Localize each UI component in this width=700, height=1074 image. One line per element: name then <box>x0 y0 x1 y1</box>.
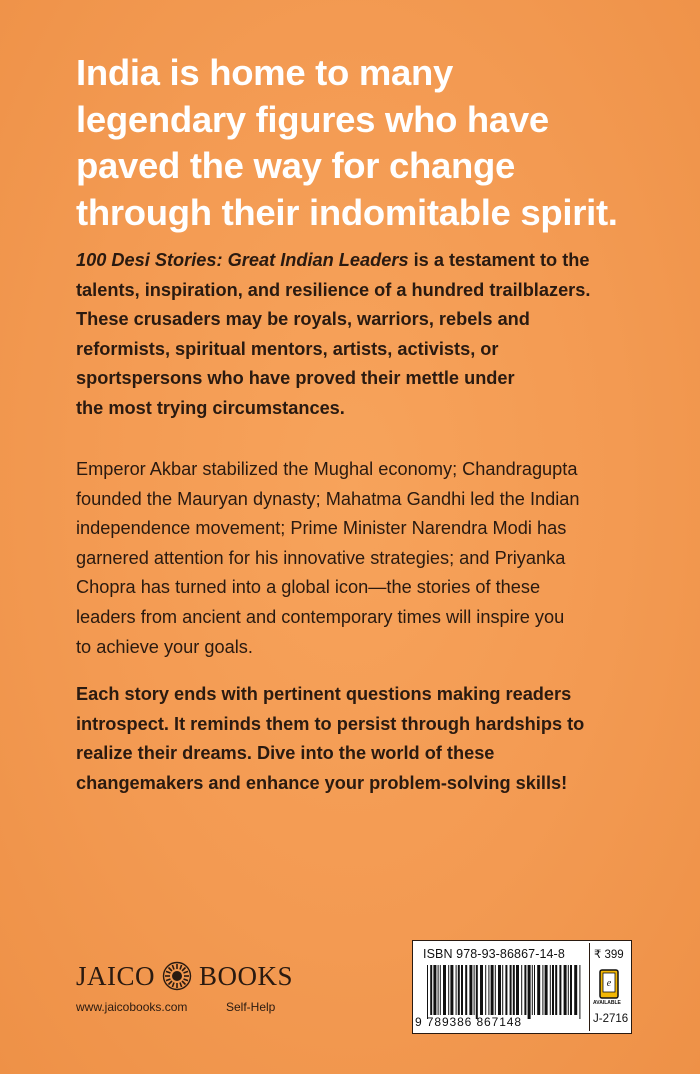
barcode-bar <box>524 965 526 1015</box>
blurb-line <box>76 246 676 276</box>
barcode-bar <box>568 965 569 1015</box>
barcode-bar <box>521 965 522 1015</box>
barcode-bar <box>465 965 467 1015</box>
price-column <box>589 943 630 1031</box>
blurb-line: sportspersons who have proved their mettle under <box>76 368 515 389</box>
book-category: Self-Help <box>226 1000 276 1014</box>
barcode-bar <box>564 965 567 1015</box>
publisher-name-left: JAICO <box>76 960 156 991</box>
headline-line: paved the way for change <box>76 145 516 186</box>
barcode-bar <box>438 965 439 1015</box>
closing-line: changemakers and enhance your problem-solving skills! <box>76 772 568 793</box>
barcode-bar <box>505 965 507 1015</box>
book-title: 100 Desi Stories: Great Indian Leaders <box>76 250 409 270</box>
barcode-bar <box>458 965 460 1015</box>
publisher-logo <box>76 958 336 994</box>
closing-line: Each story ends with pertinent questions making readers <box>76 684 572 704</box>
blurb-line: These crusaders may be royals, warriors, rebels and <box>76 309 530 330</box>
barcode-bar <box>555 965 557 1015</box>
body-line: Emperor Akbar stabilized the Mughal economy; Chandragupta <box>76 459 578 479</box>
ebook-available-icon <box>599 969 619 999</box>
barcode-bar <box>528 965 531 1019</box>
closing-line: introspect. It reminds them to persist through hardships to <box>76 713 585 734</box>
closing-bold-paragraph <box>76 680 676 798</box>
blurb-line: talents, inspiration, and resilience of a hundred trailblazers. <box>76 279 591 300</box>
barcode-bar <box>574 965 577 1015</box>
barcode-bar <box>491 965 494 1015</box>
price-label: ₹ 399 <box>594 949 624 961</box>
sun-emblem-icon <box>162 961 192 991</box>
headline-line: India is home to many <box>76 52 454 93</box>
publisher-block <box>76 958 336 1014</box>
barcode-digits: 9 789386 867148 <box>415 1015 522 1029</box>
body-line: to achieve your goals. <box>76 636 253 657</box>
barcode-panel <box>412 940 632 1034</box>
blurb-line: reformists, spiritual mentors, artists, activists, or <box>76 338 499 359</box>
body-line: independence movement; Prime Minister Narendra Modi has <box>76 518 567 539</box>
barcode-bar <box>537 965 540 1015</box>
publisher-name-right: BOOKS <box>199 960 294 991</box>
body-line: Chopra has turned into a global icon—the stories of these <box>76 577 541 598</box>
headline <box>76 50 676 236</box>
body-line: leaders from ancient and contemporary times will inspire you <box>76 606 565 627</box>
barcode-bar <box>552 965 554 1015</box>
barcode-bar <box>534 965 535 1015</box>
barcode-bar <box>510 965 512 1015</box>
barcode-bars <box>425 965 585 1019</box>
barcode-bar <box>485 965 486 1015</box>
barcode-bar <box>498 965 501 1015</box>
publisher-meta <box>76 1000 336 1014</box>
barcode-bar <box>502 965 503 1015</box>
closing-line: realize their dreams. Dive into the world of these <box>76 743 495 764</box>
barcode-bar <box>469 965 472 1015</box>
body-line: founded the Mauryan dynasty; Mahatma Gandhi led the Indian <box>76 488 580 509</box>
barcode-bar <box>532 965 533 1015</box>
barcode-bar <box>542 965 543 1015</box>
barcode-bar <box>545 965 548 1015</box>
blurb-line: the most trying circumstances. <box>76 397 345 418</box>
barcode-bar <box>550 965 551 1015</box>
barcode-bar <box>570 965 572 1015</box>
barcode-bar <box>443 965 446 1015</box>
body-line: garnered attention for his innovative strategies; and Priyanka <box>76 547 566 568</box>
barcode-bar <box>474 965 475 1015</box>
barcode-bar <box>448 965 449 1015</box>
barcode-bar <box>516 965 519 1015</box>
barcode-bar <box>430 965 432 1015</box>
barcode-bar <box>456 965 457 1015</box>
blurb-bold-paragraph <box>76 246 676 424</box>
barcode-bar <box>433 965 436 1015</box>
blurb-line-rest: is a testament to the <box>408 250 590 270</box>
barcode-bar <box>476 965 478 1019</box>
barcode-bar <box>461 965 463 1015</box>
headline-line: legendary figures who have <box>76 98 549 140</box>
barcode-bar <box>495 965 496 1015</box>
barcode-bar <box>480 965 483 1015</box>
barcode-bar <box>440 965 441 1015</box>
ebook-available-label: AVAILABLE <box>593 1000 621 1006</box>
barcode-bar <box>450 965 453 1015</box>
headline-line: through their indomitable spirit. <box>76 191 618 233</box>
barcode-bar <box>488 965 489 1015</box>
blurb-regular-paragraph <box>76 455 676 662</box>
barcode-bar <box>579 965 580 1019</box>
barcode-bar <box>559 965 561 1015</box>
barcode-bar <box>427 965 428 1019</box>
barcode-bar <box>513 965 515 1015</box>
publisher-website: www.jaicobooks.com <box>76 1000 188 1014</box>
isbn-number: ISBN 978-93-86867-14-8 <box>423 947 565 961</box>
ebook-glyph: e <box>606 978 612 989</box>
product-code: J-2716 <box>593 1013 629 1025</box>
